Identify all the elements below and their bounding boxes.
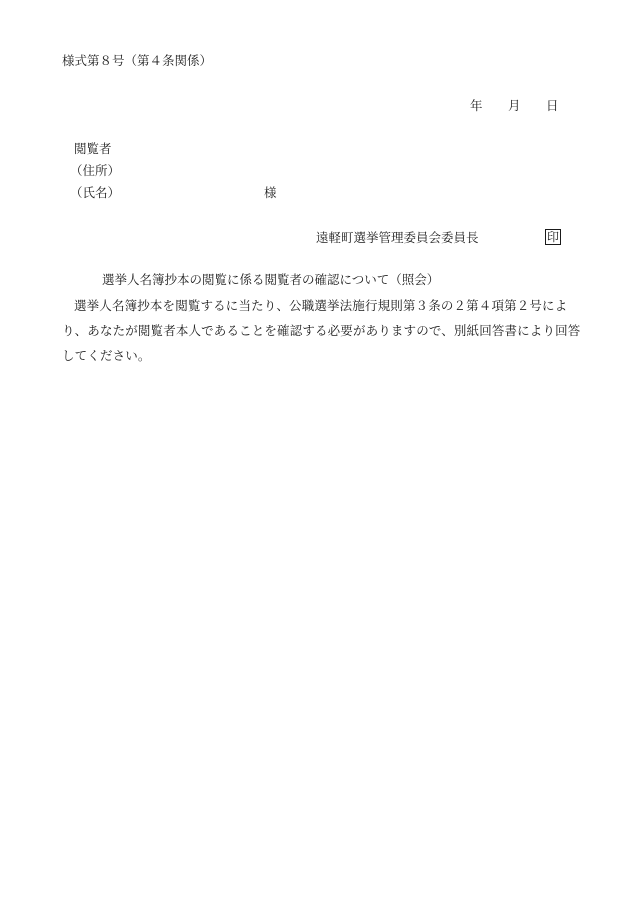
seal-stamp: 印 [547, 230, 560, 244]
date-month-label: 月 [508, 98, 521, 113]
form-number: 様式第８号（第４条関係） [62, 53, 213, 68]
recipient-heading: 閲覧者 [74, 141, 112, 156]
name-label: （氏名） [70, 185, 121, 200]
subject-line: 選挙人名簿抄本の閲覧に係る閲覧者の確認について（照会） [102, 272, 440, 287]
sender-title: 遠軽町選挙管理委員会委員長 [316, 230, 479, 245]
address-label: （住所） [70, 163, 121, 178]
date-year-label: 年 [470, 98, 483, 113]
date-day-label: 日 [546, 98, 559, 113]
honorific: 様 [264, 185, 277, 200]
body-paragraph: 選挙人名簿抄本を閲覧するに当たり、公職選挙法施行規則第３条の２第４項第２号により、あなたが閲覧者本人であることを確認する必要がありますので、別紙回答書により回答してください。 [62, 298, 581, 363]
